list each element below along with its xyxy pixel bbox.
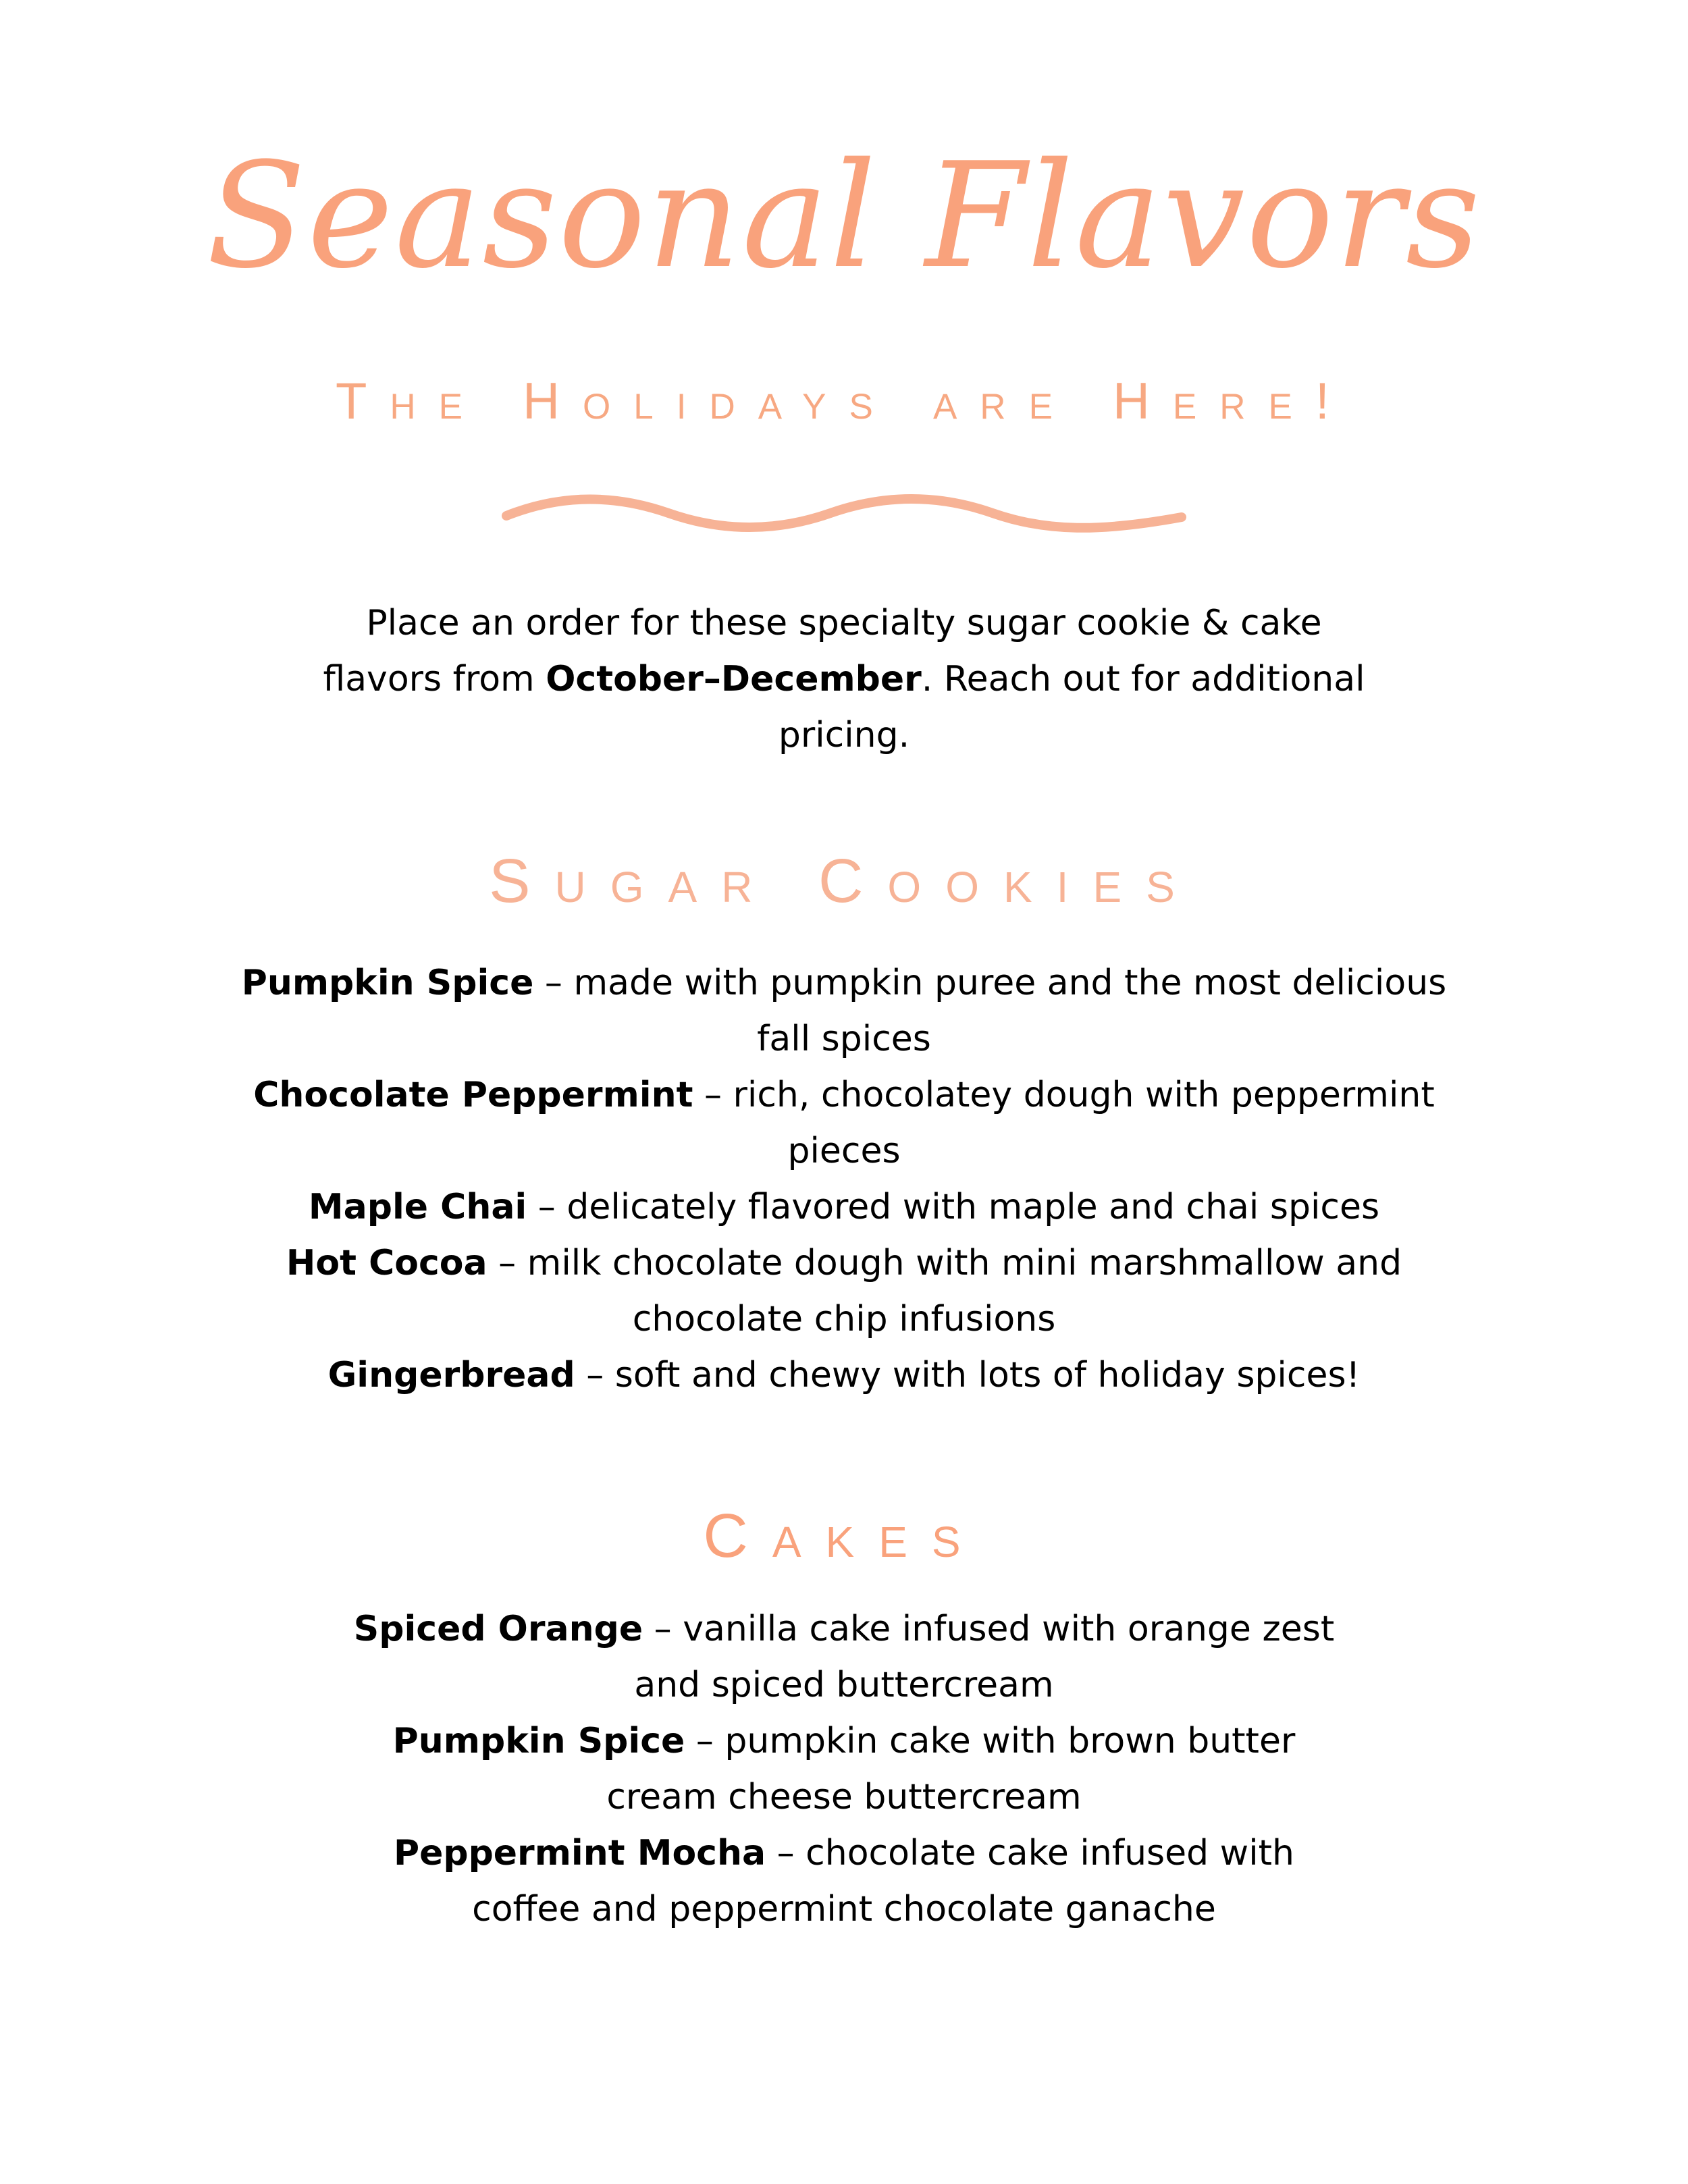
flavor-description: – soft and chewy with lots of holiday spices! [575, 1355, 1361, 1395]
flavor-description: – chocolate cake infused with coffee and peppermint chocolate ganache [472, 1833, 1295, 1929]
list-item [338, 1826, 1350, 1938]
list-item [236, 1235, 1452, 1348]
flavor-description: – made with pumpkin puree and the most delicious fall spices [533, 963, 1447, 1059]
flavor-name: Chocolate Peppermint [253, 1075, 693, 1115]
page-subtitle: The Holidays are Here! [335, 373, 1353, 430]
list-item [236, 1348, 1452, 1404]
intro-text-start: Place an order for these specialty sugar cookie & cake flavors from [323, 603, 1322, 699]
flavor-name: Pumpkin Spice [241, 963, 534, 1003]
flavor-name: Maple Chai [308, 1187, 527, 1227]
page-title: Seasonal Flavors [206, 131, 1482, 300]
flavor-description: – vanilla cake infused with orange zest and spiced buttercream [634, 1609, 1335, 1705]
list-item [236, 955, 1452, 1067]
cakes-list [338, 1601, 1350, 1938]
cakes-heading: Cakes [703, 1501, 985, 1570]
flavor-description: – delicately flavored with maple and chai spices [527, 1187, 1380, 1227]
flavor-description: – pumpkin cake with brown butter cream cheese buttercream [606, 1721, 1296, 1817]
intro-dates: October–December [546, 659, 922, 699]
flavor-name: Pumpkin Spice [392, 1721, 685, 1761]
flavor-name: Spiced Orange [353, 1609, 643, 1649]
flavor-name: Gingerbread [327, 1355, 575, 1395]
sugar-cookies-heading: Sugar Cookies [489, 847, 1199, 915]
intro-text-end: . Reach out for additional pricing. [778, 659, 1365, 755]
list-item [338, 1601, 1350, 1713]
sugar-cookies-list [236, 955, 1452, 1404]
list-item [338, 1713, 1350, 1826]
flavor-name: Hot Cocoa [286, 1243, 487, 1283]
flavor-name: Peppermint Mocha [393, 1833, 766, 1873]
flavor-description: – rich, chocolatey dough with peppermint pieces [693, 1075, 1435, 1171]
list-item [236, 1067, 1452, 1179]
flavor-description: – milk chocolate dough with mini marshmallow and chocolate chip infusions [487, 1243, 1402, 1339]
intro-paragraph [304, 595, 1384, 764]
list-item [236, 1179, 1452, 1235]
wavy-line-icon [500, 487, 1188, 535]
